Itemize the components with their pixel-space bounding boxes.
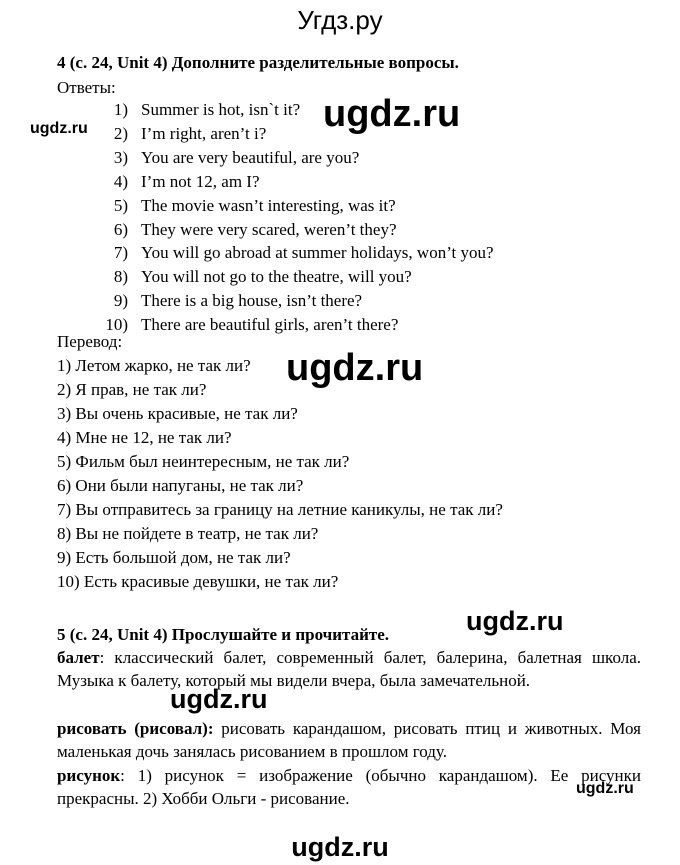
list-item-number: 6) [113,220,128,239]
list-item-text: There are beautiful girls, aren’t there? [141,315,399,334]
list-item-number: 8) [113,267,128,286]
watermark: ugdz.ru [30,120,88,137]
list-item: 10) Есть красивые девушки, не так ли? [57,572,339,591]
task4-heading: 4 (с. 24, Unit 4) Дополните разделительные вопросы. [57,53,459,72]
list-item: 3) Вы очень красивые, не так ли? [57,404,298,423]
list-item-text: The movie wasn’t interesting, was it? [141,196,396,215]
list-item-text: You are very beautiful, are you? [141,148,360,167]
list-item-number: 4) [113,172,128,191]
list-item-text: They were very scared, weren’t they? [141,220,397,239]
list-item-number: 9) [113,291,128,310]
list-item: 7) Вы отправитесь за границу на летние каникулы, не так ли? [57,500,503,519]
list-item: 2) Я прав, не так ли? [57,380,207,399]
watermark: ugdz.ru [576,780,634,797]
list-item-number: 1) [113,100,128,119]
glossary-term: балет [57,648,100,667]
list-item-number: 3) [113,148,128,167]
answers-label: Ответы: [57,78,116,97]
glossary-term: рисовать (рисовал): [57,719,214,738]
glossary-definition: : 1) рисунок = изображение (обычно карандашом). Ее рисунки прекрасны. 2) Хобби Ольги - рисование. [57,766,641,808]
list-item: 8) Вы не пойдете в театр, не так ли? [57,524,319,543]
glossary-entry-draw [57,718,641,763]
list-item-text: I’m not 12, am I? [141,172,260,191]
list-item-number: 2) [113,124,128,143]
watermark: ugdz.ru [286,347,424,389]
list-item: 9) Есть большой дом, не так ли? [57,548,291,567]
translation-label: Перевод: [57,332,123,351]
list-item: 1) Летом жарко, не так ли? [57,356,251,375]
watermark: ugdz.ru [170,684,268,714]
list-item-number: 7) [113,243,128,262]
watermark: ugdz.ru [323,93,461,135]
list-item-number: 10) [105,315,128,334]
list-item: 4) Мне не 12, не так ли? [57,428,232,447]
glossary-definition: : классический балет, современный балет, балерина, балетная школа. Музыка к балету, который мы видели вчера, была замечательной. [57,648,641,690]
watermark: ugdz.ru [466,606,564,636]
glossary-entry-ballet [57,647,641,692]
list-item-number: 5) [113,196,128,215]
list-item-text: You will go abroad at summer holidays, won’t you? [141,243,494,262]
list-item: 5) Фильм был неинтересным, не так ли? [57,452,350,471]
list-item-text: There is a big house, isn’t there? [141,291,363,310]
list-item-text: I’m right, aren’t i? [141,124,267,143]
glossary-term: рисунок [57,766,121,785]
glossary-entry-drawing [57,765,641,810]
glossary-definition: рисовать карандашом, рисовать птиц и животных. Моя маленькая дочь занялась рисованием в прошлом году. [57,719,641,761]
watermark: ugdz.ru [291,832,389,862]
list-item-text: You will not go to the theatre, will you? [141,267,412,286]
site-header: Угдз.ру [297,5,383,35]
list-item: 6) Они были напуганы, не так ли? [57,476,304,495]
list-item-text: Summer is hot, isn`t it? [141,100,301,119]
task5-heading: 5 (с. 24, Unit 4) Прослушайте и прочитайте. [57,625,390,644]
